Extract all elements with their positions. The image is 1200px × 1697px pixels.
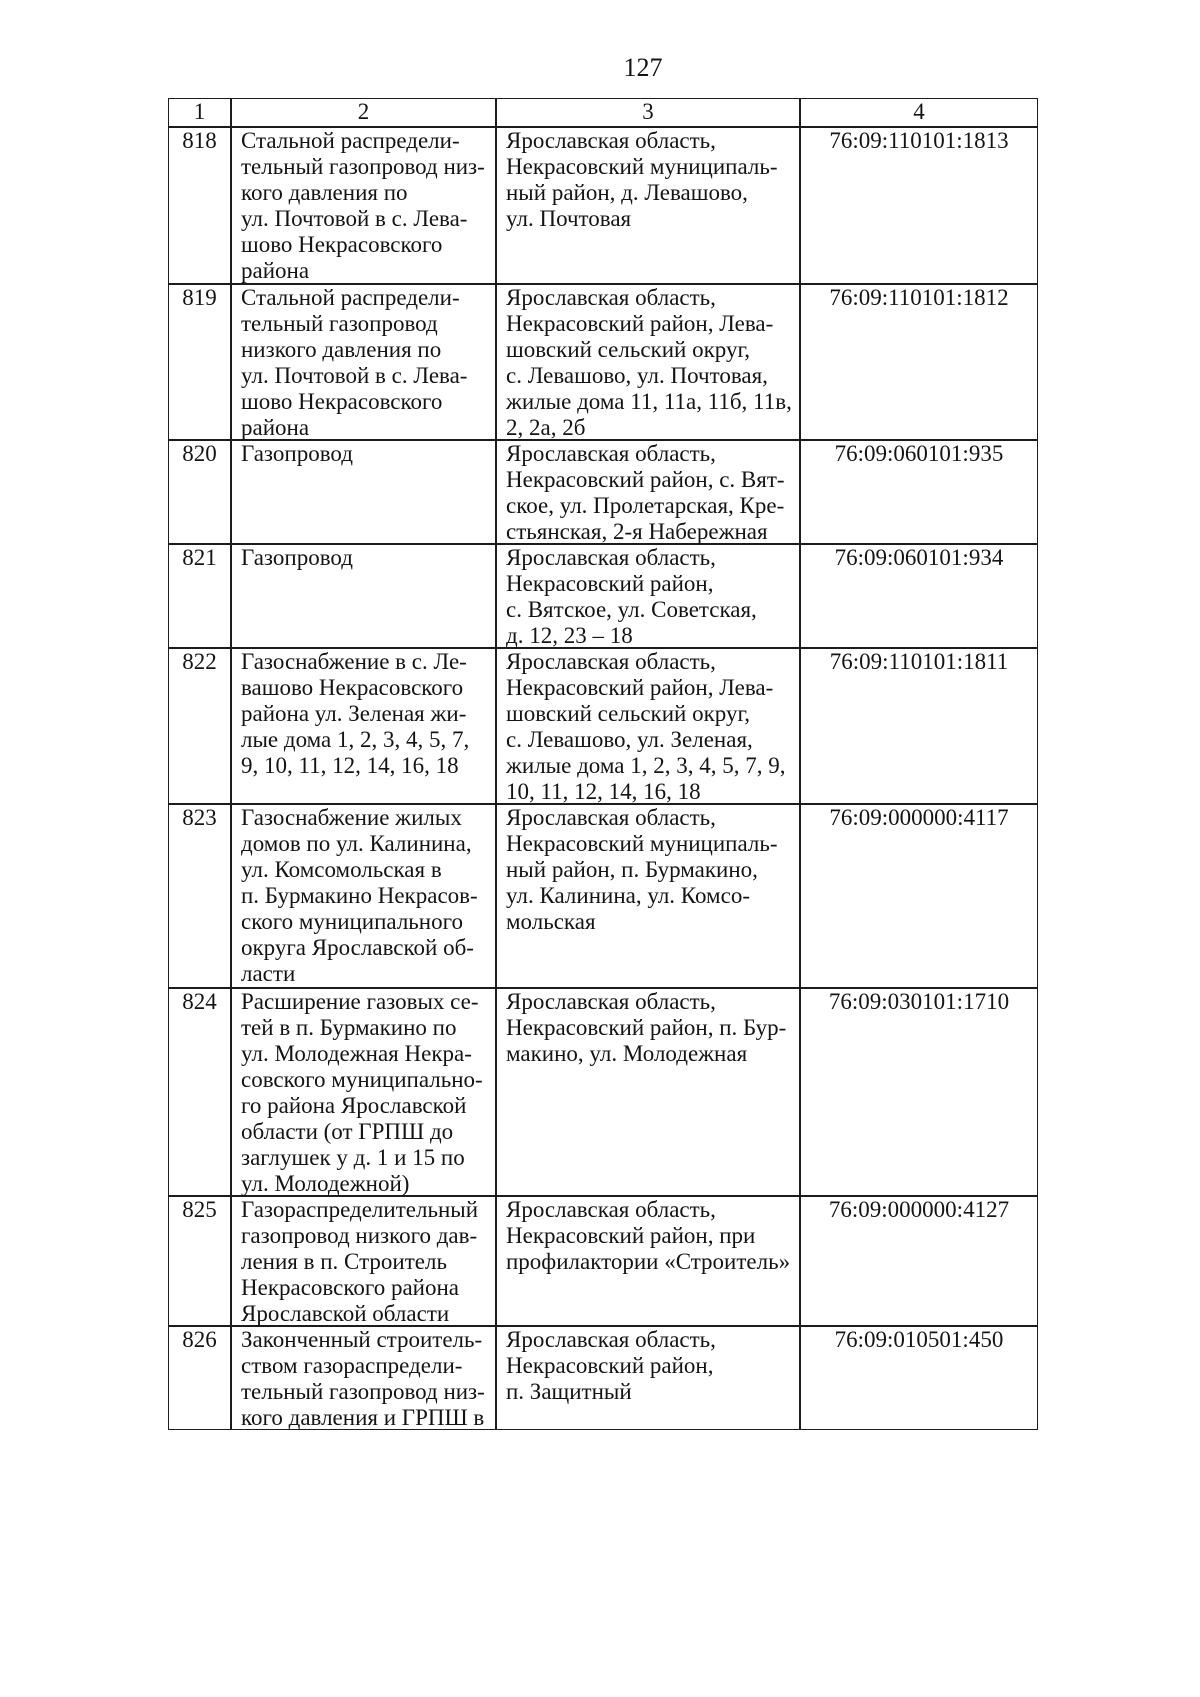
address-cell <box>496 127 800 284</box>
address-line: мольская <box>506 909 596 934</box>
header-cell <box>800 98 1038 127</box>
row-number: 824 <box>182 989 217 1014</box>
cadastral-number-cell <box>800 284 1038 440</box>
cadastral-number: 76:09:110101:1812 <box>829 285 1009 310</box>
row-number: 822 <box>182 649 217 674</box>
description-cell <box>231 648 496 804</box>
address-cell <box>496 440 800 544</box>
description-line: п. Бурмакино Некрасов- <box>241 883 478 908</box>
description-cell <box>231 988 496 1196</box>
description-line: кого давления по <box>241 180 408 205</box>
address-line: Ярославская область, <box>506 285 716 310</box>
row-number-cell <box>168 804 231 988</box>
address-line: Некрасовский район, Лева- <box>506 675 774 700</box>
description-line: 9, 10, 11, 12, 14, 16, 18 <box>241 753 459 778</box>
address-line: 10, 11, 12, 14, 16, 18 <box>506 779 701 804</box>
description-line: Некрасовского района <box>241 1275 459 1300</box>
description-line: газопровод низкого дав- <box>241 1223 478 1248</box>
description-line: Газораспределительный <box>241 1197 479 1222</box>
description-cell <box>231 544 496 648</box>
cadastral-number-cell <box>800 127 1038 284</box>
description-line: домов по ул. Калинина, <box>241 831 472 856</box>
address-line: Некрасовский район, с. Вят- <box>506 467 785 492</box>
row-number-cell <box>168 544 231 648</box>
address-line: с. Вятское, ул. Советская, <box>506 597 757 622</box>
header-label: 4 <box>913 99 925 124</box>
cadastral-number: 76:09:060101:935 <box>834 441 1004 466</box>
address-line: с. Левашово, ул. Зеленая, <box>506 727 753 752</box>
address-line: Ярославская область, <box>506 989 716 1014</box>
row-number-cell <box>168 284 231 440</box>
description-line: кого давления и ГРПШ в <box>241 1405 485 1430</box>
address-line: Ярославская область, <box>506 805 716 830</box>
address-line: Некрасовский район, <box>506 1353 714 1378</box>
cadastral-number-cell <box>800 1326 1038 1430</box>
address-cell <box>496 648 800 804</box>
address-line: ный район, п. Бурмакино, <box>506 857 758 882</box>
row-number: 823 <box>182 805 217 830</box>
row-number-cell <box>168 127 231 284</box>
description-line: района <box>241 415 310 440</box>
address-cell <box>496 804 800 988</box>
description-cell <box>231 1326 496 1430</box>
address-line: жилые дома 11, 11а, 11б, 11в, <box>506 389 792 414</box>
description-line: Газопровод <box>241 441 353 466</box>
cadastral-number-cell <box>800 544 1038 648</box>
row-number-cell <box>168 440 231 544</box>
description-line: Газоснабжение в с. Ле- <box>241 649 467 674</box>
table-header-row <box>168 98 1038 127</box>
table-row <box>168 440 1038 544</box>
table-row <box>168 804 1038 988</box>
description-line: лые дома 1, 2, 3, 4, 5, 7, <box>241 727 470 752</box>
address-line: Некрасовский муниципаль- <box>506 154 778 179</box>
header-label: 1 <box>193 99 206 124</box>
cadastral-number: 76:09:110101:1811 <box>829 649 1009 674</box>
description-line: ством газораспредели- <box>241 1353 463 1378</box>
address-line: ское, ул. Пролетарская, Кре- <box>506 493 785 518</box>
address-line: Ярославская область, <box>506 545 716 570</box>
description-line: Расширение газовых се- <box>241 989 479 1014</box>
cadastral-number: 76:09:060101:934 <box>834 545 1004 570</box>
row-number-cell <box>168 1196 231 1326</box>
description-line: го района Ярославской <box>241 1093 467 1118</box>
address-line: Некрасовский район, Лева- <box>506 311 774 336</box>
cadastral-number: 76:09:000000:4117 <box>829 805 1009 830</box>
header-label: 2 <box>357 99 370 124</box>
description-line: ул. Молодежной) <box>241 1171 410 1196</box>
address-cell <box>496 284 800 440</box>
description-line: ления в п. Строитель <box>241 1249 447 1274</box>
address-line: Ярославская область, <box>506 441 716 466</box>
description-cell <box>231 284 496 440</box>
address-line: Некрасовский муниципаль- <box>506 831 778 856</box>
address-cell <box>496 544 800 648</box>
row-number: 818 <box>182 128 217 153</box>
address-line: Некрасовский район, при <box>506 1223 756 1248</box>
description-line: Стальной распредели- <box>241 128 460 153</box>
description-line: совского муниципально- <box>241 1067 483 1092</box>
description-line: тельный газопровод низ- <box>241 1379 485 1404</box>
row-number: 826 <box>182 1327 217 1352</box>
table-row <box>168 284 1038 440</box>
row-number-cell <box>168 648 231 804</box>
row-number: 821 <box>182 545 217 570</box>
cadastral-number-cell <box>800 440 1038 544</box>
cadastral-number-cell <box>800 804 1038 988</box>
description-line: Газоснабжение жилых <box>241 805 462 830</box>
address-line: профилактории «Строитель» <box>506 1249 791 1274</box>
description-line: Ярославской области <box>241 1301 450 1326</box>
address-line: жилые дома 1, 2, 3, 4, 5, 7, 9, <box>506 753 786 778</box>
address-line: Ярославская область, <box>506 1197 716 1222</box>
cadastral-number-cell <box>800 1196 1038 1326</box>
description-line: тельный газопровод <box>241 311 438 336</box>
description-cell <box>231 804 496 988</box>
table-row <box>168 544 1038 648</box>
address-line: ул. Калинина, ул. Комсо- <box>506 883 750 908</box>
description-line: ласти <box>241 961 296 986</box>
description-line: ул. Молодежная Некра- <box>241 1041 472 1066</box>
description-line: ул. Комсомольская в <box>241 857 442 882</box>
address-line: Ярославская область, <box>506 128 716 153</box>
table-row <box>168 648 1038 804</box>
row-number-cell <box>168 1326 231 1430</box>
description-line: ул. Почтовой в с. Лева- <box>241 363 468 388</box>
address-cell <box>496 1196 800 1326</box>
description-line: тей в п. Бурмакино по <box>241 1015 457 1040</box>
address-line: д. 12, 23 – 18 <box>506 623 633 648</box>
address-line: с. Левашово, ул. Почтовая, <box>506 363 768 388</box>
address-line: шовский сельский округ, <box>506 701 751 726</box>
description-line: района ул. Зеленая жи- <box>241 701 467 726</box>
address-line: Ярославская область, <box>506 1327 716 1352</box>
row-number: 819 <box>182 285 217 310</box>
description-line: области (от ГРПШ до <box>241 1119 454 1144</box>
row-number-cell <box>168 988 231 1196</box>
address-cell <box>496 988 800 1196</box>
description-line: Стальной распредели- <box>241 285 460 310</box>
address-line: Некрасовский район, <box>506 571 714 596</box>
header-cell <box>168 98 231 127</box>
description-cell <box>231 1196 496 1326</box>
description-line: вашово Некрасовского <box>241 675 464 700</box>
address-cell <box>496 1326 800 1430</box>
table-row <box>168 1196 1038 1326</box>
description-line: шово Некрасовского <box>241 389 443 414</box>
header-cell <box>496 98 800 127</box>
description-line: низкого давления по <box>241 337 442 362</box>
row-number: 825 <box>182 1197 217 1222</box>
cadastral-number: 76:09:110101:1813 <box>829 128 1009 153</box>
description-line: ского муниципального <box>241 909 463 934</box>
description-line: Законченный строитель- <box>241 1327 483 1352</box>
table-row <box>168 988 1038 1196</box>
description-line: шово Некрасовского <box>241 232 443 257</box>
address-line: шовский сельский округ, <box>506 337 751 362</box>
page-number: 127 <box>623 53 663 82</box>
header-label: 3 <box>642 99 654 124</box>
description-line: округа Ярославской об- <box>241 935 474 960</box>
cadastral-number: 76:09:030101:1710 <box>828 989 1010 1014</box>
description-line: заглушек у д. 1 и 15 по <box>241 1145 465 1170</box>
description-cell <box>231 127 496 284</box>
header-cell <box>231 98 496 127</box>
description-line: ул. Почтовой в с. Лева- <box>241 206 468 231</box>
cadastral-number-cell <box>800 648 1038 804</box>
address-line: макино, ул. Молодежная <box>506 1041 748 1066</box>
description-line: района <box>241 258 310 283</box>
cadastral-number: 76:09:010501:450 <box>834 1327 1004 1352</box>
description-line: тельный газопровод низ- <box>241 154 485 179</box>
description-line: Газопровод <box>241 545 353 570</box>
address-line: Ярославская область, <box>506 649 716 674</box>
description-cell <box>231 440 496 544</box>
cadastral-number-cell <box>800 988 1038 1196</box>
address-line: 2, 2а, 2б <box>506 415 586 440</box>
table-row <box>168 1326 1038 1430</box>
address-line: ный район, д. Левашово, <box>506 180 748 205</box>
cadastral-number: 76:09:000000:4127 <box>828 1197 1010 1222</box>
address-line: стьянская, 2-я Набережная <box>506 519 768 544</box>
address-line: п. Защитный <box>506 1379 632 1404</box>
row-number: 820 <box>182 441 217 466</box>
address-line: ул. Почтовая <box>506 206 632 231</box>
property-table <box>168 98 1038 1430</box>
table-row <box>168 127 1038 284</box>
address-line: Некрасовский район, п. Бур- <box>506 1015 787 1040</box>
